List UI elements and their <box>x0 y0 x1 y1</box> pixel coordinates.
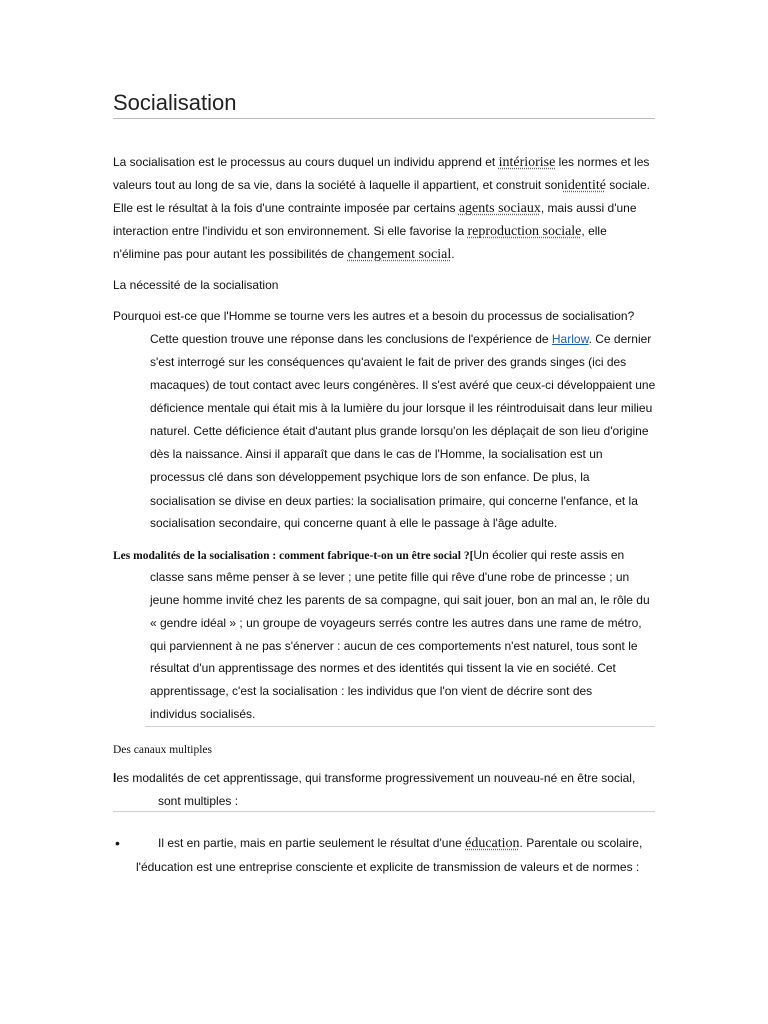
harlow-line-8: socialisation se divise en deux parties: la socialisation primaire, qui concerne l'enfance, et la <box>150 494 638 508</box>
bullet-icon: • <box>115 835 120 851</box>
modalites-line-2: classe sans même penser à se lever ; une petite fille qui rêve d'une robe de princesse ; un <box>150 570 630 584</box>
term-changement-social: changement social <box>347 247 452 262</box>
term-reproduction-sociale: reproduction sociale <box>467 224 582 239</box>
canaux-heading: Des canaux multiples <box>113 744 213 756</box>
intro-text: Elle est le résultat à la fois d'une contrainte imposée par certains <box>113 201 459 215</box>
intro-line-4 <box>113 220 673 243</box>
intro-line-5 <box>113 243 673 266</box>
divider <box>113 811 655 812</box>
intro-text: valeurs tout au long de sa vie, dans la société à laquelle il appartient, et construit son <box>113 178 564 192</box>
intro-text: La socialisation est le processus au cours duquel un individu apprend et <box>113 155 499 169</box>
harlow-line-7: processus clé dans son développement psychique lors de son enfance. De plus, la <box>150 470 590 484</box>
canaux-line-1 <box>113 767 673 790</box>
modalites-text: Un écolier qui reste assis en <box>473 548 625 562</box>
canaux-line-2: sont multiples : <box>158 794 239 808</box>
modalites-line-6: résultat d'un apprentissage des normes et des identités qui tissent la vie en société. Cet <box>150 661 616 675</box>
harlow-line-6: dès la naissance. Ainsi il apparaît que dans le cas de l'Homme, la socialisation est un <box>150 447 603 461</box>
modalites-line-7: apprentissage, c'est la socialisation : les individus que l'on vient de décrire sont des <box>150 684 593 698</box>
question-line: Pourquoi est-ce que l'Homme se tourne vers les autres et a besoin du processus de socialisation? <box>113 309 635 323</box>
harlow-line-2: s'est interrogé sur les conséquences qu'avaient le fait de priver des grands singes (ici des <box>150 355 627 369</box>
harlow-line-3: macaques) de tout contact avec leurs congénères. Il s'est avéré que ceux-ci développaient une <box>150 378 656 392</box>
modalites-line-4: « gendre idéal » ; un groupe de voyageurs serrés contre les autres dans une rame de métro, <box>150 616 642 630</box>
canaux-initial: l <box>113 771 117 785</box>
intro-text: les normes et les <box>555 155 650 169</box>
intro-text: , elle <box>581 224 607 238</box>
list-text: Il est en partie, mais en partie seulement le résultat d'une <box>158 836 466 850</box>
modalites-heading: Les modalités de la socialisation : comment fabrique-t-on un être social ?[ <box>113 550 474 562</box>
intro-line-1 <box>113 151 673 174</box>
harlow-text: . Ce dernier <box>588 332 652 346</box>
page-title: Socialisation <box>113 88 655 119</box>
harlow-link[interactable]: Harlow <box>551 332 589 346</box>
intro-line-2 <box>113 174 673 197</box>
divider <box>145 726 655 727</box>
term-agents-sociaux: agents sociaux <box>458 201 541 216</box>
intro-text: , mais aussi d'une <box>540 201 637 215</box>
modalites-line-5: qui parviennent à ne pas s'énerver : aucun de ces comportements n'est naturel, tous sont le <box>150 639 638 653</box>
list-text: . Parentale ou scolaire, <box>519 836 643 850</box>
intro-text: sociale. <box>605 178 650 192</box>
harlow-text: Cette question trouve une réponse dans les conclusions de l'expérience de <box>150 332 552 346</box>
term-interiorise: intériorise <box>498 155 556 170</box>
modalites-line-1 <box>113 544 673 568</box>
list-item-line-2: l'éducation est une entreprise consciente et explicite de transmission de valeurs et de normes : <box>136 860 640 874</box>
term-identite: identité <box>563 178 606 193</box>
intro-text: . <box>451 247 455 261</box>
canaux-text: es modalités de cet apprentissage, qui transforme progressivement un nouveau-né en être social, <box>116 771 636 785</box>
term-education: éducation <box>465 836 520 851</box>
section-heading-necessite: La nécessité de la socialisation <box>113 278 279 292</box>
intro-text: n'élimine pas pour autant les possibilités de <box>113 247 348 261</box>
intro-line-3 <box>113 197 673 220</box>
modalites-line-8: individus socialisés. <box>150 707 256 721</box>
harlow-line-4: déficience mentale qui était mis à la lumière du jour lorsque il les réintroduisait dans leur milieu <box>150 401 653 415</box>
intro-text: interaction entre l'individu et son environnement. Si elle favorise la <box>113 224 468 238</box>
harlow-line-1 <box>150 328 670 351</box>
modalites-line-3: jeune homme invité chez les parents de sa compagne, qui sait jouer, bon an mal an, le rôle du <box>150 593 650 607</box>
harlow-line-5: naturel. Cette déficience était d'autant plus grande lorsqu'on les déplaçait de son lieu d'origine <box>150 424 649 438</box>
list-item-line-1 <box>158 832 658 855</box>
harlow-line-9: socialisation secondaire, qui concerne quant à elle le passage à l'âge adulte. <box>150 516 558 530</box>
